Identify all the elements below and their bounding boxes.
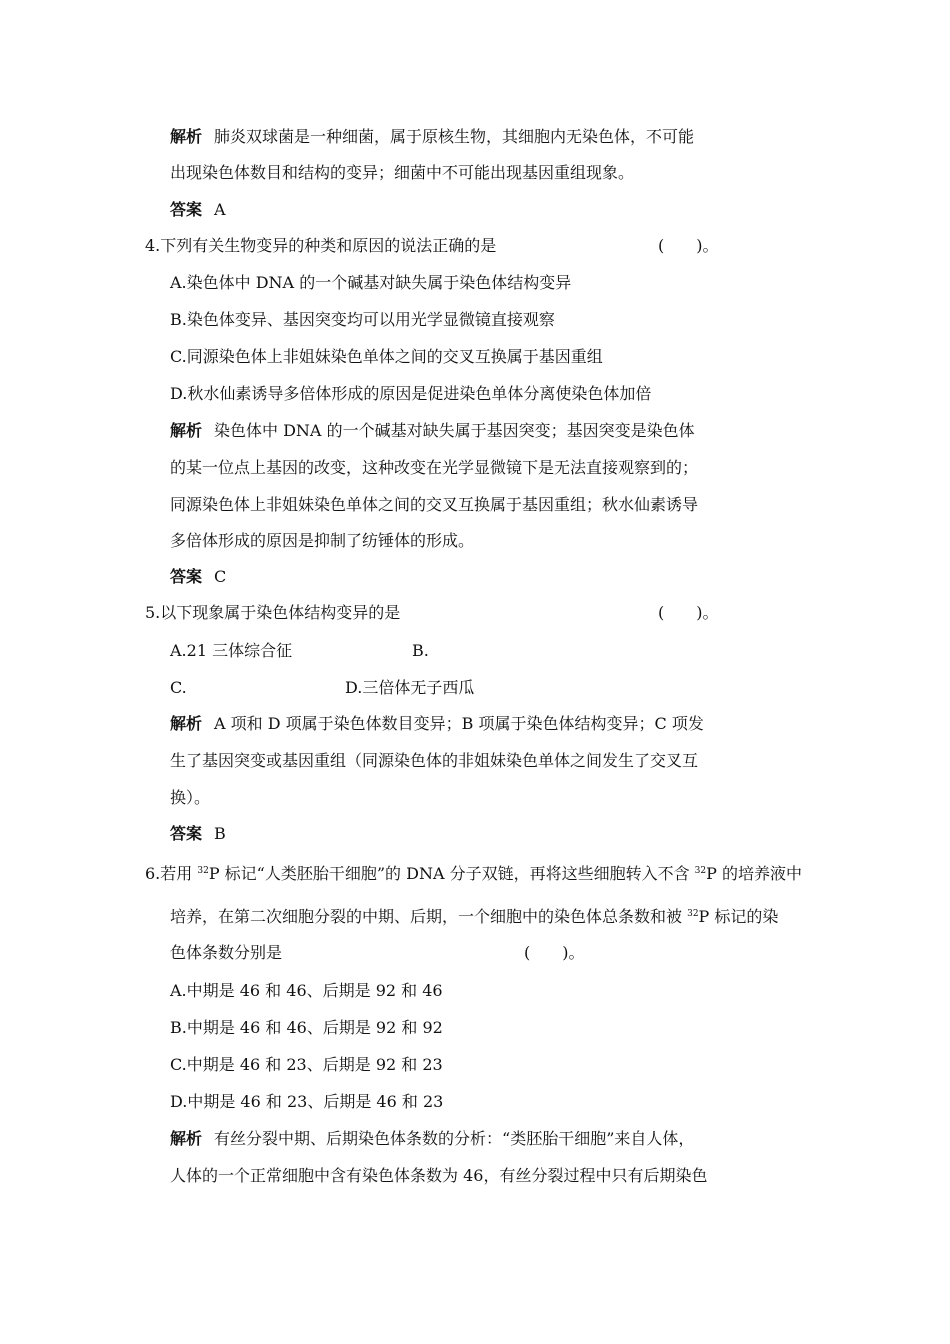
q4-analysis-line-1: [170, 420, 695, 442]
answer-value: C: [214, 567, 227, 586]
q5-analysis-line-2: 生了基因突变或基因重组（同源染色体的非姐妹染色单体之间发生了交叉互: [170, 751, 699, 770]
q3-answer: [170, 199, 226, 221]
q5-answer-blank: ( )。: [658, 603, 719, 622]
q5-option-b: B.: [412, 641, 429, 660]
isotope-superscript: 32: [687, 909, 699, 919]
q5-stem: 5.以下现象属于染色体结构变异的是: [145, 603, 401, 622]
q4-stem: 4.下列有关生物变异的种类和原因的说法正确的是: [145, 236, 497, 255]
q6-stem-line-2: [170, 903, 778, 928]
q5-option-d: D.三倍体无子西瓜: [345, 678, 475, 697]
q4-analysis-line-4: 多倍体形成的原因是抑制了纺锤体的形成。: [170, 531, 475, 550]
q4-option-a: A.染色体中 DNA 的一个碱基对缺失属于染色体结构变异: [170, 273, 572, 292]
q6-option-d: D.中期是 46 和 23、后期是 46 和 23: [170, 1092, 444, 1111]
q6-stem-text: 6.若用: [145, 864, 198, 883]
answer-label: 答案: [170, 824, 203, 843]
q6-answer-blank: ( )。: [524, 943, 585, 962]
analysis-label: 解析: [170, 421, 203, 440]
q6-stem-text: P 标记的染: [698, 907, 779, 926]
q6-option-b: B.中期是 46 和 46、后期是 92 和 92: [170, 1018, 443, 1037]
q5-analysis-line-3: 换）。: [170, 788, 211, 807]
answer-label: 答案: [170, 567, 203, 586]
q6-option-a: A.中期是 46 和 46、后期是 92 和 46: [170, 981, 443, 1000]
q6-stem-text: P 标记“人类胚胎干细胞”的 DNA 分子双链，再将这些细胞转入不含: [208, 864, 695, 883]
analysis-text: 肺炎双球菌是一种细菌，属于原核生物，其细胞内无染色体，不可能: [214, 127, 695, 146]
q6-stem-text: P 的培养液中: [706, 864, 802, 883]
isotope-superscript: 32: [197, 866, 209, 876]
analysis-label: 解析: [170, 714, 203, 733]
answer-value: A: [214, 200, 226, 219]
q3-analysis-line-1: [170, 126, 694, 148]
q6-option-c: C.中期是 46 和 23、后期是 92 和 23: [170, 1055, 443, 1074]
q6-stem-line-3: 色体条数分别是: [170, 943, 283, 962]
q6-analysis-line-1: [170, 1128, 694, 1150]
q4-option-b: B.染色体变异、基因突变均可以用光学显微镜直接观察: [170, 310, 555, 329]
analysis-text: 染色体中 DNA 的一个碱基对缺失属于基因突变；基因突变是染色体: [214, 421, 695, 440]
q6-analysis-line-2: 人体的一个正常细胞中含有染色体条数为 46，有丝分裂过程中只有后期染色: [170, 1166, 708, 1185]
q4-option-c: C.同源染色体上非姐妹染色单体之间的交叉互换属于基因重组: [170, 347, 603, 366]
q4-option-d: D.秋水仙素诱导多倍体形成的原因是促进染色单体分离使染色体加倍: [170, 384, 652, 403]
q4-answer-blank: ( )。: [658, 236, 719, 255]
answer-value: B: [214, 824, 226, 843]
answer-label: 答案: [170, 200, 203, 219]
analysis-text: 有丝分裂中期、后期染色体条数的分析：“类胚胎干细胞”来自人体，: [214, 1129, 695, 1148]
q4-answer: [170, 566, 226, 588]
q5-answer: [170, 823, 226, 845]
analysis-label: 解析: [170, 1129, 203, 1148]
q5-analysis-line-1: [170, 713, 704, 735]
analysis-text: A 项和 D 项属于染色体数目变异；B 项属于染色体结构变异；C 项发: [214, 714, 704, 733]
q4-analysis-line-3: 同源染色体上非姐妹染色单体之间的交叉互换属于基因重组；秋水仙素诱导: [170, 495, 699, 514]
isotope-superscript: 32: [694, 866, 707, 876]
q6-stem-text: 培养，在第二次细胞分裂的中期、后期，一个细胞中的染色体总条数和被: [170, 907, 688, 926]
q5-option-a: A.21 三体综合征: [170, 641, 293, 660]
q6-stem-line-1: [145, 860, 802, 885]
analysis-label: 解析: [170, 127, 203, 146]
q5-option-c: C.: [170, 678, 187, 697]
q4-analysis-line-2: 的某一位点上基因的改变，这种改变在光学显微镜下是无法直接观察到的；: [170, 458, 699, 477]
q3-analysis-line-2: 出现染色体数目和结构的变异；细菌中不可能出现基因重组现象。: [170, 163, 635, 182]
